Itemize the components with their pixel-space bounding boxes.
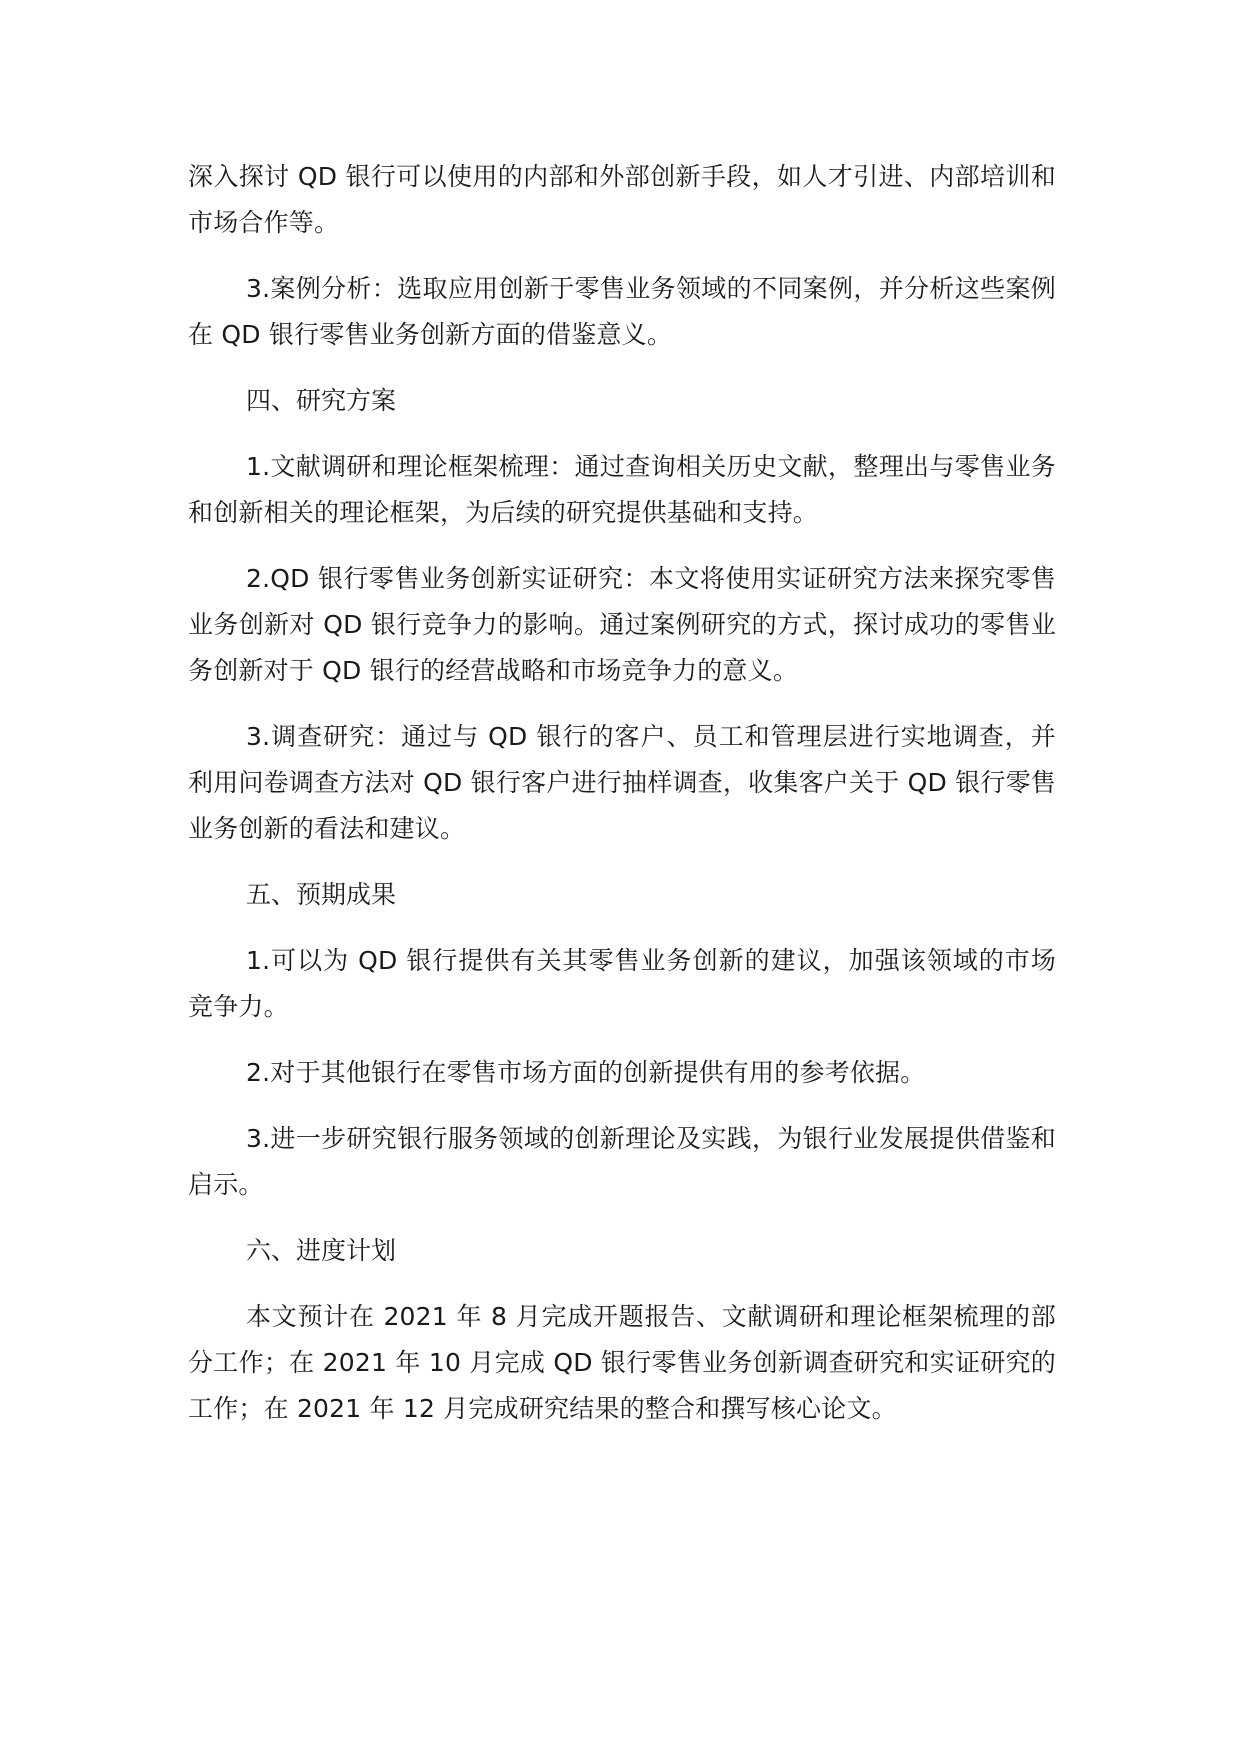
paragraph-result-3: 3.进一步研究银行服务领域的创新理论及实践，为银行业发展提供借鉴和启示。 [188,1124,1056,1199]
paragraph-result-1: 1.可以为 QD 银行提供有关其零售业务创新的建议，加强该领域的市场竞争力。 [188,946,1056,1021]
section-heading-schedule: 六、进度计划 [246,1236,397,1265]
paragraph-schedule: 本文预计在 2021 年 8 月完成开题报告、文献调研和理论框架梳理的部分工作；在 2021 年 10 月完成 QD 银行零售业务创新调查研究和实证研究的工作；在 2021 年 12 月完成研究结果的整合和撰写核心论文。 [188,1302,1056,1423]
paragraph-result-2: 2.对于其他银行在零售市场方面的创新提供有用的参考依据。 [246,1058,926,1087]
paragraph-literature-review: 1.文献调研和理论框架梳理：通过查询相关历史文献，整理出与零售业务和创新相关的理论框架，为后续的研究提供基础和支持。 [188,452,1056,527]
section-heading-research-plan: 四、研究方案 [246,386,397,415]
paragraph-case-analysis: 3.案例分析：选取应用创新于零售业务领域的不同案例，并分析这些案例在 QD 银行零售业务创新方面的借鉴意义。 [188,274,1056,349]
paragraph-continuation: 深入探讨 QD 银行可以使用的内部和外部创新手段，如人才引进、内部培训和市场合作等。 [188,162,1056,237]
paragraph-survey-study: 3.调查研究：通过与 QD 银行的客户、员工和管理层进行实地调查，并利用问卷调查方法对 QD 银行客户进行抽样调查，收集客户关于 QD 银行零售业务创新的看法和建议。 [188,722,1056,843]
document-body [188,154,1056,1452]
paragraph-empirical-study: 2.QD 银行零售业务创新实证研究：本文将使用实证研究方法来探究零售业务创新对 QD 银行竞争力的影响。通过案例研究的方式，探讨成功的零售业务创新对于 QD 银行的经营战略和市场竞争力的意义。 [188,564,1056,685]
section-heading-expected-results: 五、预期成果 [246,880,397,909]
